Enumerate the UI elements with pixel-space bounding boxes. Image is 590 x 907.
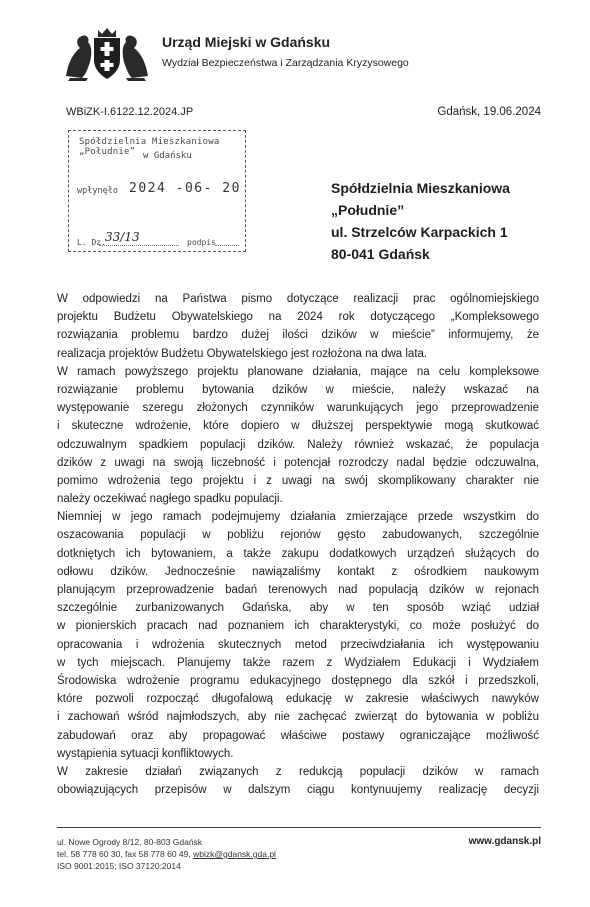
body-line: odczuwalnym spadkiem populacji dzików. Należy również wskazać, że populacja xyxy=(57,438,539,451)
body-line: które pozwoli rozpocząć długofalową edukację w zakresie właściwych nawyków xyxy=(57,693,539,706)
body-line: wystąpienia sytuacji konfliktowych. xyxy=(57,747,234,760)
body-line: W ramach powyższego projektu planowane działania, mające na celu kompleksowe xyxy=(57,365,539,378)
body-line: i zachowań wśród najmłodszych, aby nie zachęcać zwierząt do bytowania w pobliżu xyxy=(57,711,539,724)
body-line: opracowania i wdrożenia skutecznych metod przeciwdziałania ich występowaniu xyxy=(57,638,539,651)
recipient-line-3: ul. Strzelców Karpackich 1 xyxy=(331,224,508,240)
body-line: realizacja projektów Budżetu Obywatelskiego jest rozłożona na dwa lata. xyxy=(57,347,428,360)
footer-iso: ISO 9001:2015; ISO 37120:2014 xyxy=(57,861,181,871)
body-line: W zakresie działań związanych z redukcją populacji dzików w ramach xyxy=(57,765,539,778)
footer-email-link[interactable]: wbizk@gdansk.gda.pl xyxy=(193,849,276,859)
body-line: planującym przeprowadzenie badań terenowych nad populacją dzików w rejonach xyxy=(57,584,539,596)
footer-divider xyxy=(57,827,541,828)
reference-number: WBiZK-I.6122.12.2024.JP xyxy=(66,106,194,118)
body-line: należy oczekiwać nagłego spadku populacji. xyxy=(57,493,283,506)
body-line: Niemniej w jego ramach podejmujemy działania zmierzające przede wszystkim do xyxy=(57,511,539,524)
recipient-line-4: 80-041 Gdańsk xyxy=(331,246,430,262)
department-name: Wydział Bezpieczeństwa i Zarządzania Kryzysowego xyxy=(162,57,409,69)
letter-body xyxy=(57,290,539,799)
body-line: w pionierskich pracach nad poznaniem ich charakterystyki, co może posłużyć do xyxy=(57,620,539,633)
body-line: występowanie szeregu złożonych czynników warunkujących jego przeprowadzenie xyxy=(57,402,539,415)
stamp-received-label: wpłynęło xyxy=(77,186,118,196)
body-line: dzików z uwagi na swoją liczebność i potencjał rozrodczy nadal będzie odczuwalna, xyxy=(57,456,539,469)
body-line: W odpowiedzi na Państwa pismo dotyczące realizacji prac ogólnomiejskiego xyxy=(57,293,539,305)
body-line: pomimo wdrożenia tego projektu i z uwagi na swój skomplikowany charakter nie xyxy=(57,474,539,487)
body-line: odłowu dzików. Jednocześnie nawiązaliśmy kontakt z ośrodkiem naukowym xyxy=(57,565,539,578)
body-line: zabudowań oraz aby propagować właściwe postawy ograniczające możliwość xyxy=(57,729,539,742)
stamp-number-label: L. Dz. xyxy=(77,238,106,247)
body-line: obowiązujących przepisów w dalszym ciągu kontynuujemy realizację decyzji xyxy=(57,784,539,797)
stamp-line-1: Spółdzielnia Mieszkaniowa „Południe” xyxy=(79,137,220,157)
recipient-address xyxy=(331,177,510,265)
footer-website-link[interactable]: www.gdansk.pl xyxy=(468,836,541,847)
body-line: rozwiązanie problemu bytowania dzików w mieście, należy wskazać na xyxy=(57,383,539,396)
body-line: rozwiązania problemu bardzo dużej ilości dzików w mieście” informujemy, że xyxy=(57,329,539,342)
stamp-line-2: w Gdańsku xyxy=(143,151,192,161)
recipient-line-2: „Południe” xyxy=(331,202,405,218)
stamp-number-value: 33/13 xyxy=(105,230,140,244)
footer-phone-fax: tel. 58 778 60 30, fax 58 778 60 49, xyxy=(57,849,191,859)
body-line: oszacowania populacji w pobliżu rejonów gęsto zabudowanych, szczególnie xyxy=(57,529,539,542)
received-stamp xyxy=(68,130,246,252)
stamp-sign-dots xyxy=(215,245,239,246)
place-and-date: Gdańsk, 19.06.2024 xyxy=(437,106,541,118)
body-line: Środowiska wdrożenie programu edukacyjnego dostępnego dla szkół i przedszkoli, xyxy=(57,674,539,687)
stamp-received-date: 2024 -06- 20 xyxy=(129,181,241,196)
stamp-number-dots xyxy=(99,245,179,246)
recipient-line-1: Spółdzielnia Mieszkaniowa xyxy=(331,180,510,196)
body-line: szczególnie zurbanizowanych Gdańska, aby w ten sposób wziąć udział xyxy=(57,602,539,615)
gdansk-coat-of-arms-icon xyxy=(62,24,152,82)
body-line: projektu Budżetu Obywatelskiego na 2024 rok dotyczącego „Kompleksowego xyxy=(57,311,539,324)
organization-name: Urząd Miejski w Gdańsku xyxy=(162,34,331,50)
footer-address: ul. Nowe Ogrody 8/12, 80-803 Gdańsk xyxy=(57,837,203,847)
stamp-sign-label: podpis xyxy=(187,238,216,247)
body-line: dotkniętych ich bytowaniem, a także zakupu dodatkowych urządzeń służących do xyxy=(57,547,539,560)
footer-contact xyxy=(57,849,276,859)
body-line: w tych miejscach. Planujemy także razem z Wydziałem Edukacji i Wydziałem xyxy=(57,656,539,669)
body-line: i skuteczne wdrożenie, które dopiero w dłuższej perspektywie mogą skutkować xyxy=(57,420,539,433)
